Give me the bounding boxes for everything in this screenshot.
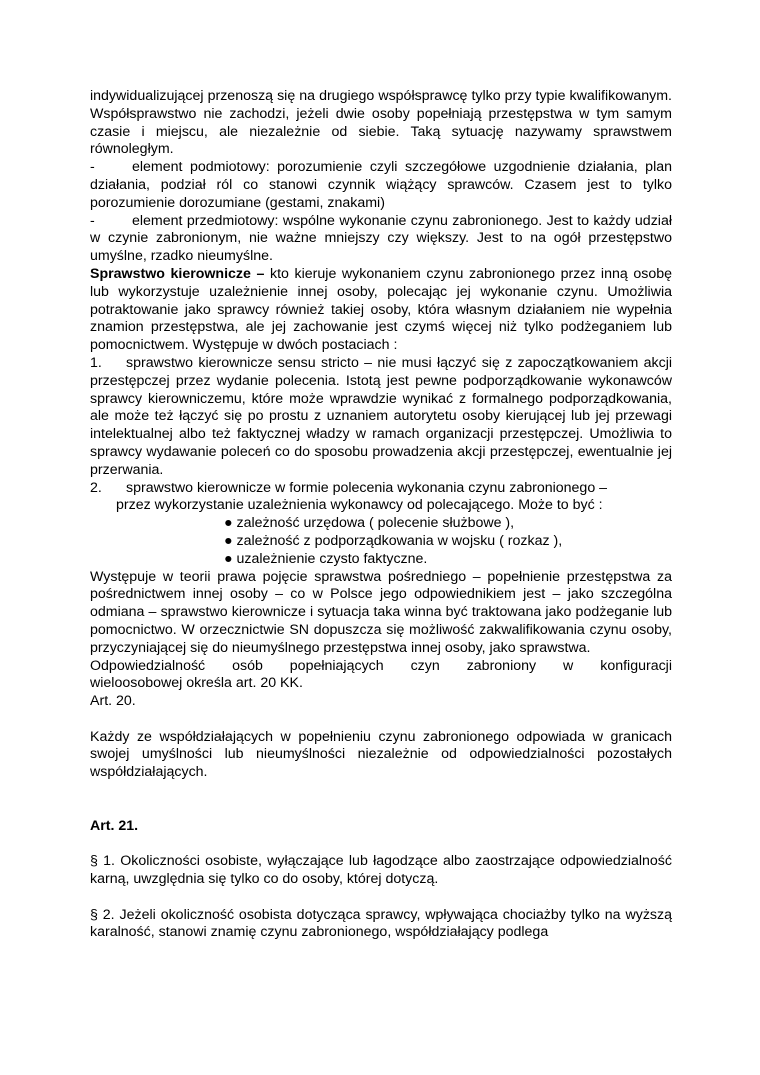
paragraph-sprawstwo-posrednie: Występuje w teorii prawa pojęcie sprawstwa pośredniego – popełnienie przestępstwa za pośrednictwem innej osoby – co w Polsce jego odpowiednikiem jest – jako szczególna odmiana – sprawstwo kierownicze i sytuacja taka winna być traktowana jako podżeganie lub pomocnictwo. W orzecznictwie SN dopuszcza się możliwość zakwalifikowania czynu osoby, przyczyniającej się do nieumyślnego przestępstwa innej osoby, jako sprawstwa.	[90, 568, 672, 656]
numbered-item-2	[90, 480, 672, 498]
spacer	[90, 782, 672, 818]
document-page	[90, 88, 672, 942]
numbered-item-2-continuation: przez wykorzystanie uzależnienia wykonawcy od polecającego. Może to być :	[116, 497, 603, 514]
item-text: sprawstwo kierownicze sensu stricto – nie musi łączyć się z zapoczątkowaniem akcji przestępczej przez wydanie polecenia. Istotą jest pewne podporządkowanie wykonawców sprawcy kierowniczemu, które może wprawdzie wynikać z formalnego podporządkowania, ale może też łączyć się po prostu z uznaniem autorytetu osoby kierującej lub jej przewagi intelektualnej albo też faktycznej władzy w ramach organizacji przestępczej. Umożliwia to sprawcy wydawanie poleceń co do sposobu prowadzenia akcji przestępczej, ewentualnie jej przerwania.	[90, 354, 672, 478]
spacer	[90, 835, 672, 853]
paragraph-wspolsprawstwo: indywidualizującej przenoszą się na drugiego współsprawcę tylko przy typie kwalifikowanym. Współsprawstwo nie zachodzi, jeżeli dwie osoby popełniają przestępstwa w tym samym czasie i miejscu, ale niezależnie od siebie. Taką sytuację nazywamy sprawstwem równoległym.	[90, 88, 672, 158]
article-21-title: Art. 21.	[90, 817, 139, 834]
bullet-item: ● uzależnienie czysto faktyczne.	[224, 550, 428, 567]
list-item-element-przedmiotowy	[90, 213, 672, 266]
paragraph-text: kto kieruje wykonaniem czynu zabronionego przez inną osobę lub wykorzystuje uzależnienie innej osoby, polecając jej wykonanie czynu. Umożliwia potraktowanie jako sprawcy również takiej osoby, która własnym działaniem nie wypełnia znamion przestępstwa, ale jej zachowanie jest czymś więcej niż tylko podżeganiem lub pomocnictwem. Występuje w dwóch postaciach :	[90, 265, 672, 354]
spacer	[90, 711, 672, 729]
list-item-element-podmiotowy	[90, 159, 672, 212]
paragraph-odpowiedzialnosc-line1: Odpowiedzialność osób popełniających czyn zabroniony w konfiguracji	[90, 657, 672, 674]
item-number: 1.	[90, 354, 102, 371]
list-item-text: element przedmiotowy: wspólne wykonanie czynu zabronionego. Jest to każdy udział w czynie zabronionym, nie ważne mniejszy czy większy. Jest to na ogół przestępstwo umyślne, rzadko nieumyślne.	[90, 212, 672, 265]
article-20-text: Każdy ze współdziałających w popełnieniu czynu zabronionego odpowiada w granicach swojej umyślności lub nieumyślności niezależnie od odpowiedzialności pozostałych współdziałających.	[90, 728, 672, 781]
bullet-item: ● zależność z podporządkowania w wojsku ( rozkaz ),	[224, 532, 563, 549]
bullet-item: ● zależność urzędowa ( polecenie służbowe ),	[224, 515, 515, 532]
bullet-list	[90, 515, 672, 568]
article-21-paragraph-2: § 2. Jeżeli okoliczność osobista dotycząca sprawcy, wpływająca chociażby tylko na wyższą karalność, stanowi znamię czynu zabronionego, współdziałający podlega	[90, 906, 672, 941]
term-sprawstwo-kierownicze: Sprawstwo kierownicze –	[90, 265, 265, 282]
numbered-item-1	[90, 355, 672, 480]
paragraph-sprawstwo-kierownicze	[90, 266, 672, 355]
spacer	[90, 889, 672, 907]
item-number: 2.	[90, 479, 102, 496]
list-item-text: element podmiotowy: porozumienie czyli szczegółowe uzgodnienie działania, plan działania, podział ról co stanowi czynnik wiążący sprawców. Czasem jest to tylko porozumienie dorozumiane (gestami, znakami)	[90, 159, 672, 211]
article-21-paragraph-1: § 1. Okoliczności osobiste, wyłączające lub łagodzące albo zaostrzające odpowiedzialność karną, uwzględnia się tylko co do osoby, której dotyczą.	[90, 853, 672, 888]
paragraph-odpowiedzialnosc-line2: wieloosobowej określa art. 20 KK.	[90, 675, 303, 692]
dash-marker: -	[90, 212, 95, 229]
dash-marker: -	[90, 159, 95, 176]
item-text: sprawstwo kierownicze w formie polecenia wykonania czynu zabronionego –	[126, 479, 608, 496]
article-20-title: Art. 20.	[90, 693, 136, 710]
